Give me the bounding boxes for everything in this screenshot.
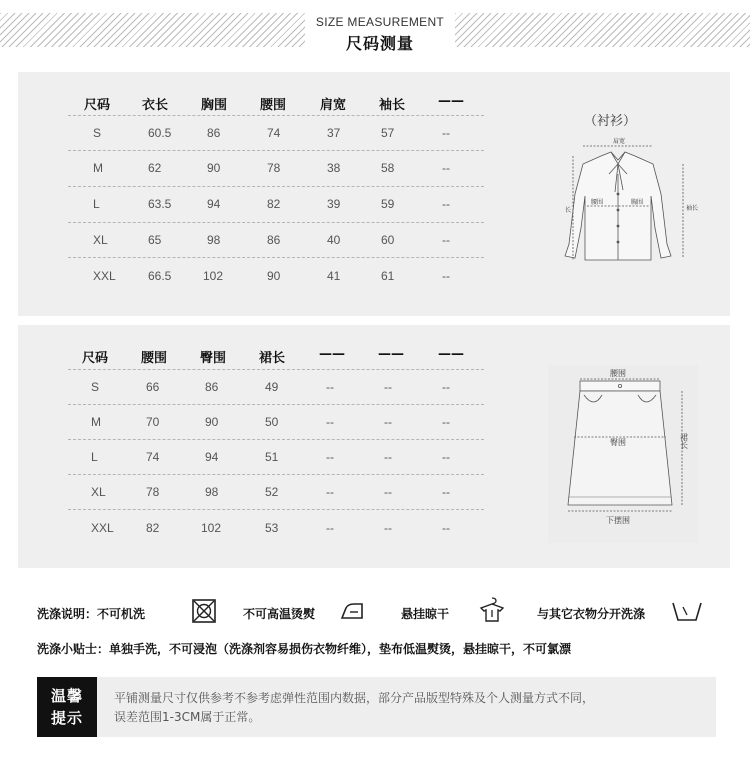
reminder-text-line1: 平铺测量尺寸仅供参考不参考虑弹性范围内数据，部分产品版型特殊及个人测量方式不同， [114, 691, 595, 705]
table-row [68, 186, 484, 222]
table-cell: 59 [381, 197, 395, 211]
table-cell: 62 [148, 161, 162, 175]
table-cell: -- [384, 450, 392, 464]
shirt-label-shoulder: 肩宽 [613, 138, 626, 145]
no-machine-wash-icon [191, 598, 217, 624]
table-cell: 50 [265, 415, 279, 429]
hand-wash-tub-icon [671, 599, 703, 623]
table-cell: 57 [381, 126, 395, 140]
shirt-size-panel [18, 72, 730, 316]
table-cell: 86 [267, 233, 281, 247]
header-cell: 胸围 [201, 98, 228, 113]
table-cell: -- [442, 380, 450, 394]
table-row [68, 404, 484, 440]
table-row [68, 257, 484, 293]
reminder-badge [37, 677, 97, 737]
header-title-en: SIZE MEASUREMENT [315, 15, 445, 29]
table-row [68, 439, 484, 475]
reminder-badge-line1: 温馨 [50, 687, 83, 705]
table-cell: 66 [146, 380, 160, 394]
header-hatch-left [0, 13, 305, 47]
table-cell: 102 [201, 521, 222, 535]
skirt-label-hip: 臀围 [610, 438, 626, 447]
table-cell: -- [442, 521, 450, 535]
header-cell: 衣长 [142, 98, 169, 113]
hang-dry-label: 悬挂晾干 [401, 607, 450, 621]
header-cell: —— [438, 347, 464, 362]
table-cell: M [91, 415, 101, 429]
table-cell: 90 [205, 415, 219, 429]
header-cell: 裙长 [259, 351, 286, 366]
header-cell: —— [438, 94, 464, 109]
table-cell: -- [326, 521, 334, 535]
header-cell: 腰围 [141, 351, 168, 366]
table-cell: -- [326, 415, 334, 429]
table-cell: 37 [327, 126, 341, 140]
reminder-badge-line2: 提示 [50, 709, 83, 727]
table-cell: 53 [265, 521, 279, 535]
table-cell: 52 [265, 485, 279, 499]
header-cell: 尺码 [82, 351, 109, 366]
table-cell: 65 [148, 233, 162, 247]
table-cell: 74 [146, 450, 160, 464]
table-cell: -- [384, 521, 392, 535]
shirt-label-sleeve: 袖长 [686, 205, 699, 212]
table-cell: 60 [381, 233, 395, 247]
table-cell: -- [442, 450, 450, 464]
table-cell: 78 [146, 485, 160, 499]
table-cell: 86 [205, 380, 219, 394]
table-cell: 60.5 [148, 126, 172, 140]
table-cell: 74 [267, 126, 281, 140]
reminder-box [37, 677, 716, 737]
shirt-label-chest: 胸围 [631, 199, 644, 206]
table-cell: L [91, 450, 98, 464]
table-cell: 82 [267, 197, 281, 211]
table-cell: -- [442, 415, 450, 429]
skirt-illustration [548, 365, 698, 543]
skirt-size-panel [18, 325, 730, 568]
shirt-label-waist: 腰围 [591, 199, 604, 206]
table-cell: 82 [146, 521, 160, 535]
washing-tips: 洗涤小贴士：单独手洗，不可浸泡（洗涤剂容易损伤衣物纤维），垫布低温熨烫，悬挂晾干，不可氯漂 [37, 642, 572, 656]
header-cell: —— [319, 347, 345, 362]
table-cell: 66.5 [148, 269, 172, 283]
no-iron-label: 不可高温烫熨 [243, 607, 316, 621]
header-cell: 腰围 [260, 98, 287, 113]
hang-dry-icon [478, 596, 506, 624]
separate-wash-label: 与其它衣物分开洗涤 [537, 607, 646, 621]
header-cell: 臀围 [200, 351, 227, 366]
table-cell: -- [384, 380, 392, 394]
table-cell: 90 [207, 161, 221, 175]
table-cell: 49 [265, 380, 279, 394]
skirt-label-hem: 下摆围 [606, 516, 630, 525]
table-row [68, 150, 484, 186]
table-cell: 38 [327, 161, 341, 175]
table-cell: 40 [327, 233, 341, 247]
table-cell: -- [326, 450, 334, 464]
table-cell: 98 [205, 485, 219, 499]
table-cell: 61 [381, 269, 395, 283]
table-cell: 90 [267, 269, 281, 283]
table-cell: 63.5 [148, 197, 172, 211]
table-cell: -- [442, 269, 450, 283]
table-row [68, 369, 484, 405]
shirt-diagram-title: （衬衫） [584, 114, 637, 129]
reminder-text-line2: 误差范围1-3CM属于正常。 [114, 710, 261, 724]
table-cell: -- [384, 485, 392, 499]
table-cell: -- [384, 415, 392, 429]
wash-label: 洗涤说明：不可机洗 [37, 607, 146, 621]
table-row [68, 474, 484, 510]
table-row [68, 509, 484, 545]
table-cell: M [93, 161, 103, 175]
table-cell: -- [442, 197, 450, 211]
header-title-zh: 尺码测量 [345, 34, 414, 53]
table-cell: 41 [327, 269, 341, 283]
reminder-text [114, 689, 704, 727]
table-cell: -- [326, 485, 334, 499]
table-cell: S [91, 380, 100, 394]
table-row [68, 222, 484, 258]
table-cell: -- [442, 126, 450, 140]
table-cell: 86 [207, 126, 221, 140]
header-cell: —— [378, 347, 404, 362]
table-cell: -- [442, 485, 450, 499]
table-cell: 78 [267, 161, 281, 175]
table-cell: -- [442, 161, 450, 175]
table-cell: XXL [91, 521, 114, 535]
table-cell: L [93, 197, 100, 211]
table-cell: 70 [146, 415, 160, 429]
table-cell: XL [93, 233, 108, 247]
table-cell: 94 [207, 197, 221, 211]
table-cell: S [93, 126, 102, 140]
header-hatch-right [455, 13, 750, 47]
table-row [68, 115, 484, 151]
header-cell: 肩宽 [320, 98, 347, 113]
table-cell: 39 [327, 197, 341, 211]
header-cell: 袖长 [379, 98, 406, 113]
table-cell: -- [442, 233, 450, 247]
table-cell: 98 [207, 233, 221, 247]
table-cell: -- [326, 380, 334, 394]
table-cell: XXL [93, 269, 116, 283]
table-cell: XL [91, 485, 106, 499]
table-cell: 102 [203, 269, 224, 283]
header-cell: 尺码 [84, 98, 111, 113]
skirt-label-length: 裙长 [679, 433, 689, 449]
shirt-label-length: 长 [565, 207, 572, 214]
no-iron-icon [338, 600, 368, 622]
table-cell: 51 [265, 450, 279, 464]
table-cell: 94 [205, 450, 219, 464]
skirt-label-waist: 腰围 [610, 369, 626, 378]
shirt-illustration [543, 134, 703, 274]
table-cell: 58 [381, 161, 395, 175]
